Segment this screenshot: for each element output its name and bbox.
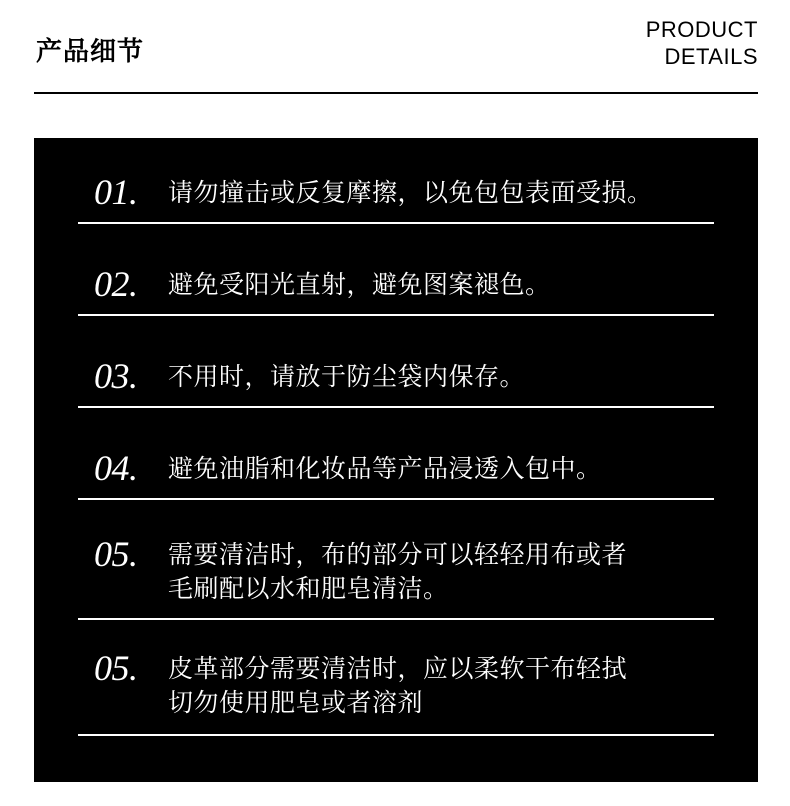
detail-number: 02. — [94, 264, 138, 304]
detail-item-4 — [78, 446, 714, 500]
detail-text-line: 避免受阳光直射，避免图案褪色。 — [168, 270, 551, 299]
detail-text — [168, 360, 708, 394]
detail-text-line: 不用时，请放于防尘袋内保存。 — [168, 362, 526, 391]
detail-item-5 — [78, 532, 714, 620]
detail-number: 05. — [94, 534, 138, 574]
detail-text — [168, 268, 708, 302]
detail-text-line: 皮革部分需要清洁时，应以柔软干布轻拭 — [168, 654, 628, 683]
page-title: 产品细节 — [36, 37, 145, 67]
detail-number: 04. — [94, 448, 138, 488]
details-panel — [34, 138, 758, 782]
detail-text — [168, 452, 708, 486]
detail-text-line: 毛刷配以水和肥皂清洁。 — [168, 574, 449, 603]
page-header — [0, 0, 790, 96]
detail-text — [168, 176, 708, 210]
detail-item-1 — [78, 170, 714, 224]
detail-text — [168, 652, 708, 720]
detail-text-line: 避免油脂和化妆品等产品浸透入包中。 — [168, 454, 602, 483]
detail-number: 03. — [94, 356, 138, 396]
detail-text — [168, 538, 708, 606]
subtitle-line-2: DETAILS — [664, 44, 758, 69]
detail-item-6 — [78, 646, 714, 736]
detail-number: 01. — [94, 172, 138, 212]
page-subtitle — [646, 16, 758, 70]
detail-text-line: 切勿使用肥皂或者溶剂 — [168, 688, 424, 717]
header-divider — [34, 92, 758, 94]
subtitle-line-1: PRODUCT — [645, 17, 758, 42]
detail-text-line: 需要清洁时，布的部分可以轻轻用布或者 — [168, 540, 628, 569]
detail-text-line: 请勿撞击或反复摩擦，以免包包表面受损。 — [168, 178, 653, 207]
detail-item-2 — [78, 262, 714, 316]
detail-number: 05. — [94, 648, 138, 688]
detail-item-3 — [78, 354, 714, 408]
